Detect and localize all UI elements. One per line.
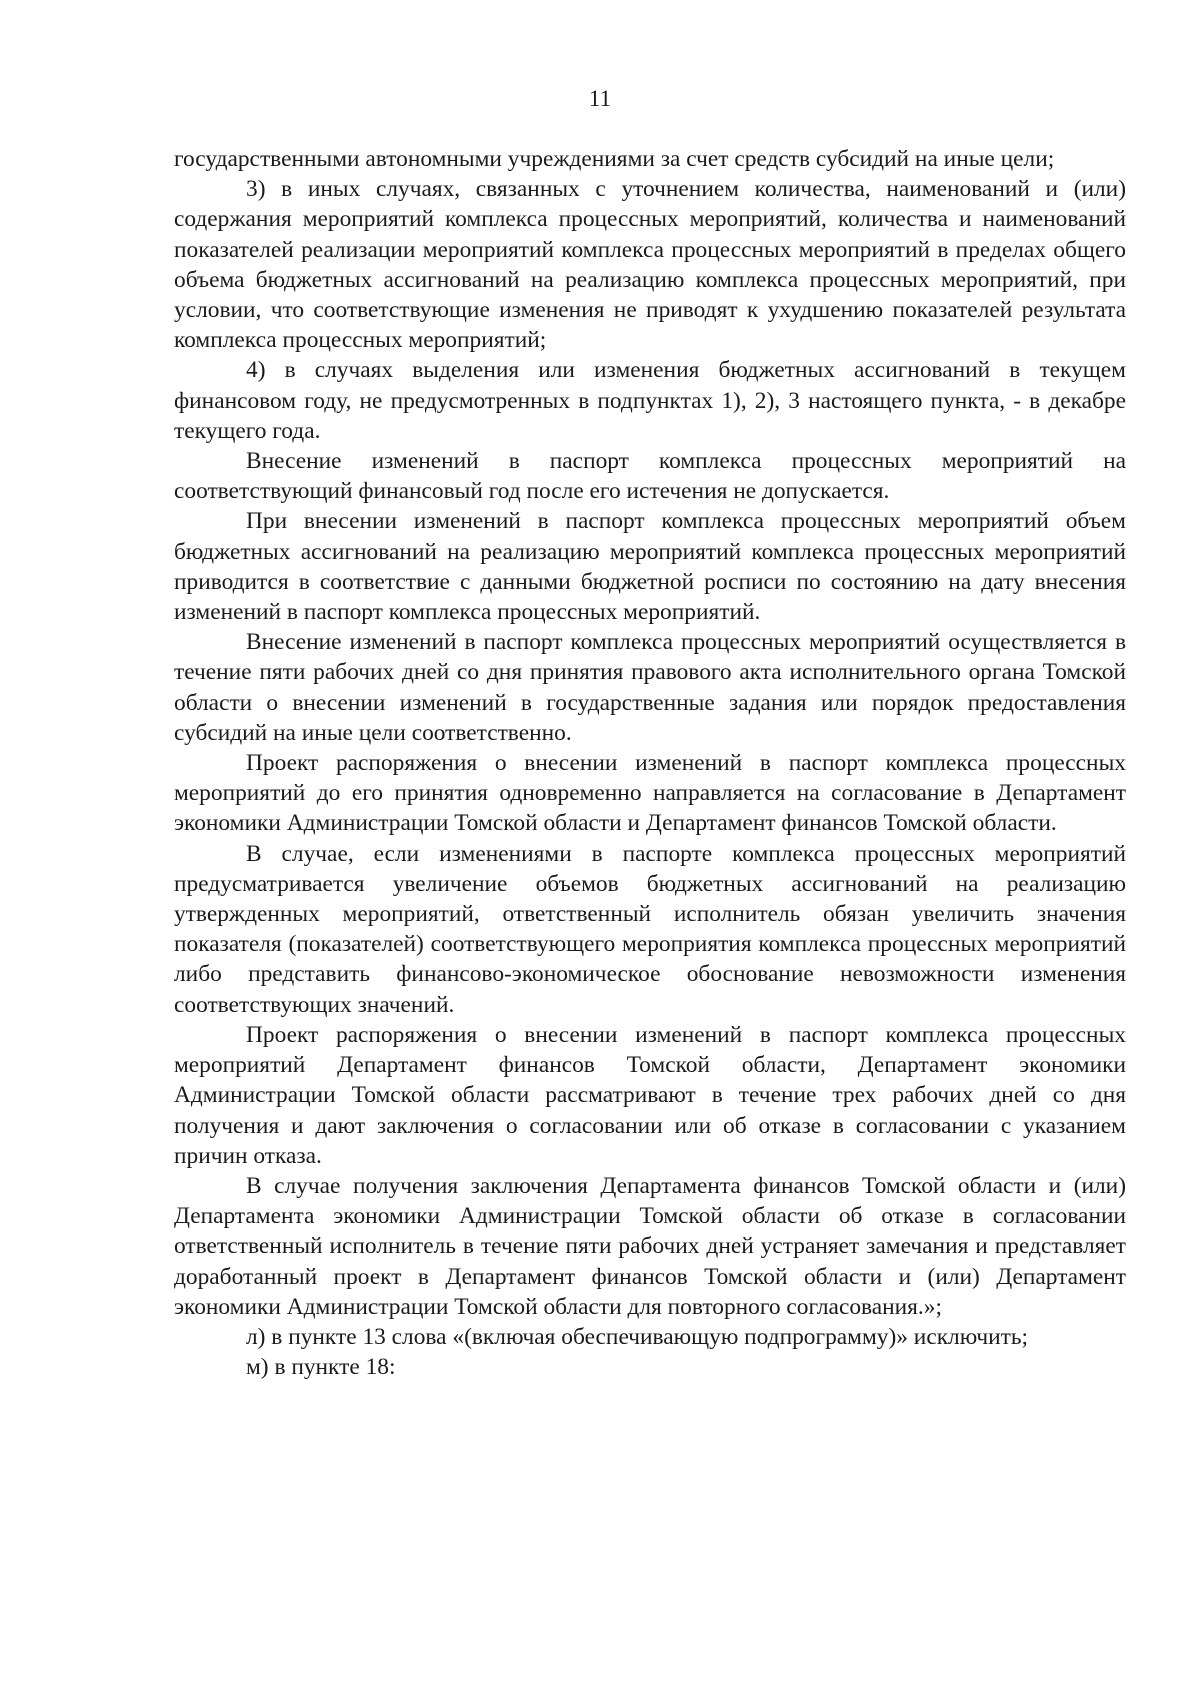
paragraph: Проект распоряжения о внесении изменений в паспорт комплекса процессных мероприятий до его принятия одновременно направляется на согласование в Департамент экономики Администрации Томской области и Департамент финансов Томской области.: [174, 750, 1126, 837]
paragraph: При внесении изменений в паспорт комплекса процессных мероприятий объем бюджетных ассигнований на реализацию мероприятий комплекса процессных мероприятий приводится в соответствие с данными бюджетной росписи по состоянию на дату внесения изменений в паспорт комплекса процессных мероприятий.: [174, 508, 1126, 626]
paragraph: В случае, если изменениями в паспорте комплекса процессных мероприятий предусматривается увеличение объемов бюджетных ассигнований на реализацию утвержденных мероприятий, ответственный исполнитель обязан увеличить значения показателя (показателей) соответствующего мероприятия комплекса процессных мероприятий либо представить финансово-экономическое обоснование невозможности изменения соответствующих значений.: [174, 840, 1126, 1018]
paragraph: В случае получения заключения Департамента финансов Томской области и (или) Департамента экономики Администрации Томской области об отказе в согласовании ответственный исполнитель в течение пяти рабочих дней устраняет замечания и представляет доработанный проект в Департамент финансов Томской области и (или) Департамент экономики Администрации Томской области для повторного согласования.»;: [174, 1172, 1126, 1320]
paragraph: м) в пункте 18:: [246, 1354, 396, 1381]
paragraph: л) в пункте 13 слова «(включая обеспечивающую подпрограмму)» исключить;: [246, 1323, 1028, 1350]
page-number: 11: [588, 86, 612, 111]
paragraph: Внесение изменений в паспорт комплекса процессных мероприятий на соответствующий финансовый год после его истечения не допускается.: [174, 448, 1126, 505]
document-body: [174, 144, 1126, 1382]
paragraph: Проект распоряжения о внесении изменений в паспорт комплекса процессных мероприятий Департамент финансов Томской области, Департамент экономики Администрации Томской области рассматривают в течение трех рабочих дней со дня получения и дают заключения о согласовании или об отказе в согласовании с указанием причин отказа.: [174, 1021, 1126, 1169]
paragraph: 3) в иных случаях, связанных с уточнением количества, наименований и (или) содержания мероприятий комплекса процессных мероприятий, количества и наименований показателей реализации мероприятий комплекса процессных мероприятий в пределах общего объема бюджетных ассигнований на реализацию комплекса процессных мероприятий, при условии, что соответствующие изменения не приводят к ухудшению показателей результата комплекса процессных мероприятий;: [174, 176, 1126, 354]
paragraph: Внесение изменений в паспорт комплекса процессных мероприятий осуществляется в течение пяти рабочих дней со дня принятия правового акта исполнительного органа Томской области о внесении изменений в государственные задания или порядок предоставления субсидий на иные цели соответственно.: [174, 629, 1126, 746]
paragraph: государственными автономными учреждениями за счет средств субсидий на иные цели;: [174, 146, 1055, 172]
paragraph: 4) в случаях выделения или изменения бюджетных ассигнований в текущем финансовом году, не предусмотренных в подпунктах 1), 2), 3 настоящего пункта, - в декабре текущего года.: [174, 357, 1126, 444]
